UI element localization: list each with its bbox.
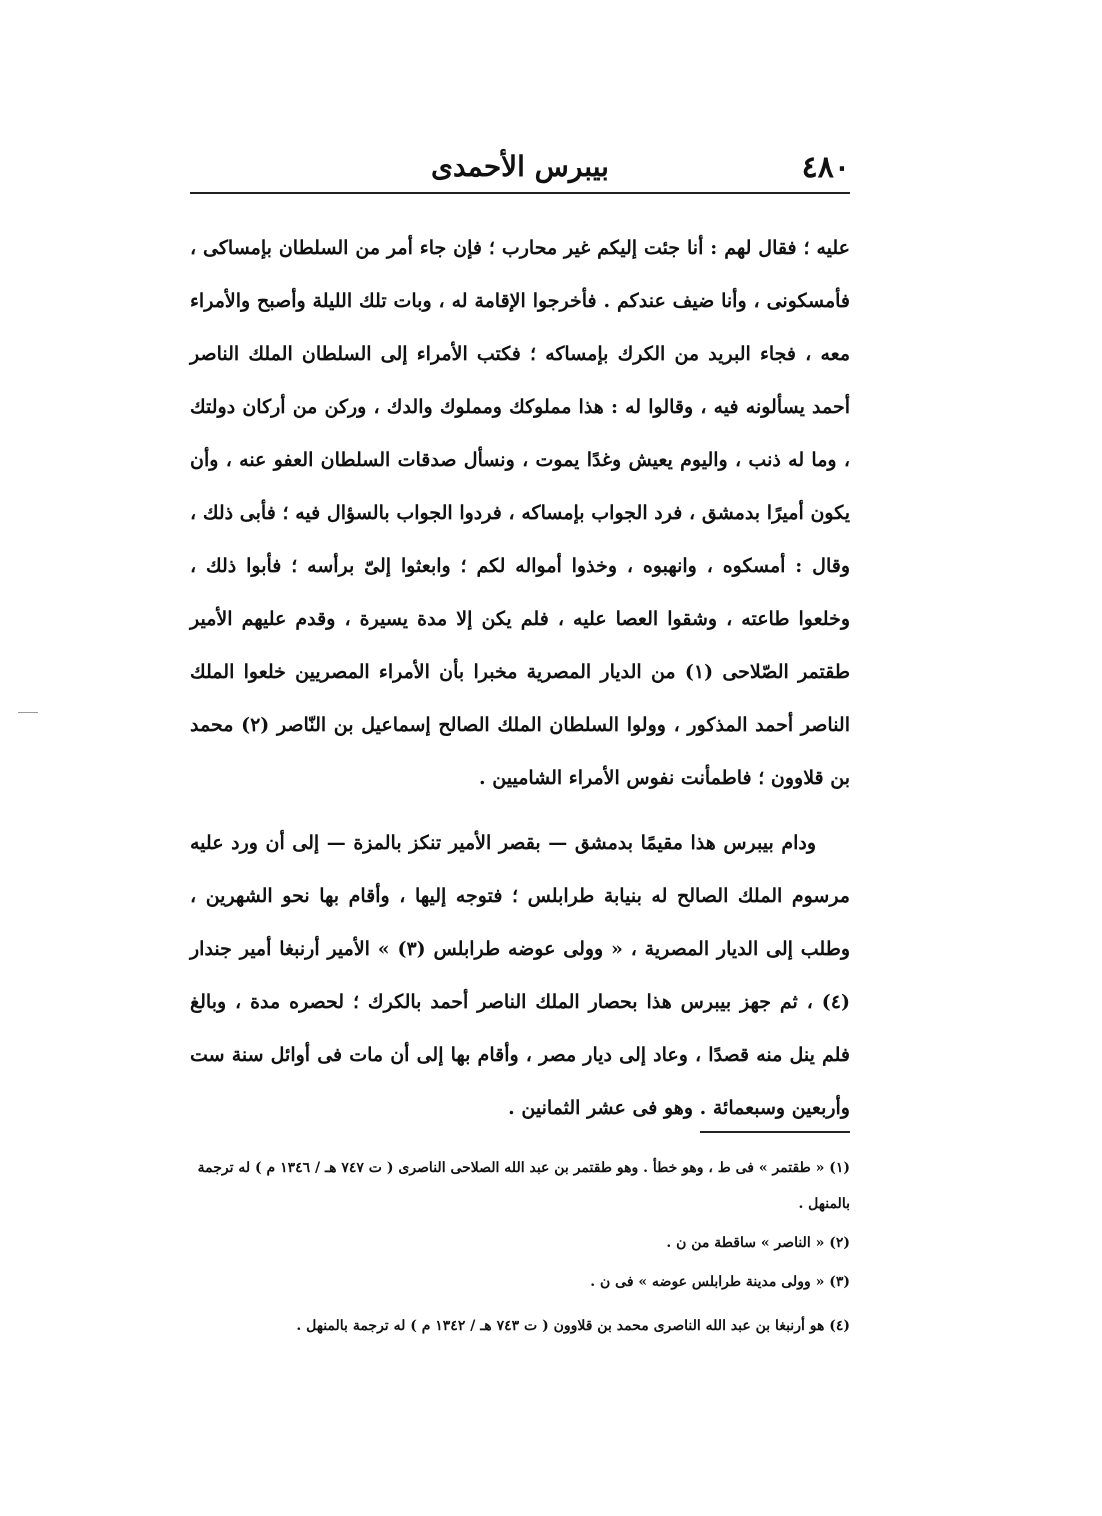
footnote-rule [700,1131,850,1133]
footnote-1: (١) « طقتمر » فى ط ، وهو خطأ . وهو طقتمر بن عبد الله الصلاحى الناصرى ( ت ٧٤٧ هـ / ١٣٤٦ م ) له ترجمة بالمنهل . [197,1160,850,1212]
footnote-4: (٤) هو أرنبغا بن عبد الله الناصرى محمد بن قلاوون ( ت ٧٤٣ هـ / ١٣٤٢ م ) له ترجمة بالمنهل . [296,1318,850,1334]
page-number: ٤٨٠ [801,150,850,185]
page-header [190,150,850,190]
body-paragraph: عليه ؛ فقال لهم : أنا جئت إليكم غير محارب ؛ فإن جاء أمر من السلطان بإمساكى ، فأمسكونى ، وأنا ضيف عندكم . فأخرجوا الإقامة له ، وبات تلك الليلة وأصبح والأمراء معه ، فجاء البريد من الكرك بإمساكه ؛ فكتب الأمراء إلى السلطان الملك الناصر أحمد يسألونه فيه ، وقالوا له : هذا مملوكك ومملوك والدك ، وركن من أركان دولتك ، وما له ذنب ، واليوم يعيش وغدًا يموت ، ونسأل صدقات السلطان العفو عنه ، وأن يكون أميرًا بدمشق ، فرد الجواب بإمساكه ، فردوا الجواب بالسؤال فيه ؛ فأبى ذلك ، وقال : أمسكوه ، وانهبوه ، وخذوا أمواله لكم ؛ وابعثوا إلىّ برأسه ؛ فأبوا ذلك ، وخلعوا طاعته ، وشقوا العصا عليه ، فلم يكن إلا مدة يسيرة ، وقدم عليهم الأمير طقتمر الصّلاحى (١) من الديار المصرية مخبرا بأن الأمراء المصريين خلعوا الملك الناصر أحمد المذكور ، وولوا السلطان الملك الصالح إسماعيل بن النّاصر (٢) محمد بن قلاوون ؛ فاطمأنت نفوس الأمراء الشاميين . [190,237,851,789]
body-paragraph: ودام بيبرس هذا مقيمًا بدمشق — بقصر الأمير تنكز بالمزة — إلى أن ورد عليه مرسوم الملك الصالح له بنيابة طرابلس ؛ فتوجه إليها ، وأقام بها نحو الشهرين ، وطلب إلى الديار المصرية ، « وولى عوضه طرابلس (٣) » الأمير أرنبغا أمير جندار (٤) ، ثم جهز بيبرس هذا بحصار الملك الناصر أحمد بالكرك ؛ لحصره مدة ، وبالغ فلم ينل منه قصدًا ، وعاد إلى ديار مصر ، وأقام بها إلى أن مات فى أوائل سنة ست وأربعين وسبعمائة . وهو فى عشر الثمانين . [190,832,850,1119]
running-title: بيبرس الأحمدى [431,150,609,183]
scan-margin-mark [18,712,38,713]
footnote-2: (٢) « الناصر » ساقطة من ن . [666,1235,850,1251]
footnote-3: (٣) « وولى مدينة طرابلس عوضه » فى ن . [590,1274,850,1290]
header-rule [190,192,850,194]
